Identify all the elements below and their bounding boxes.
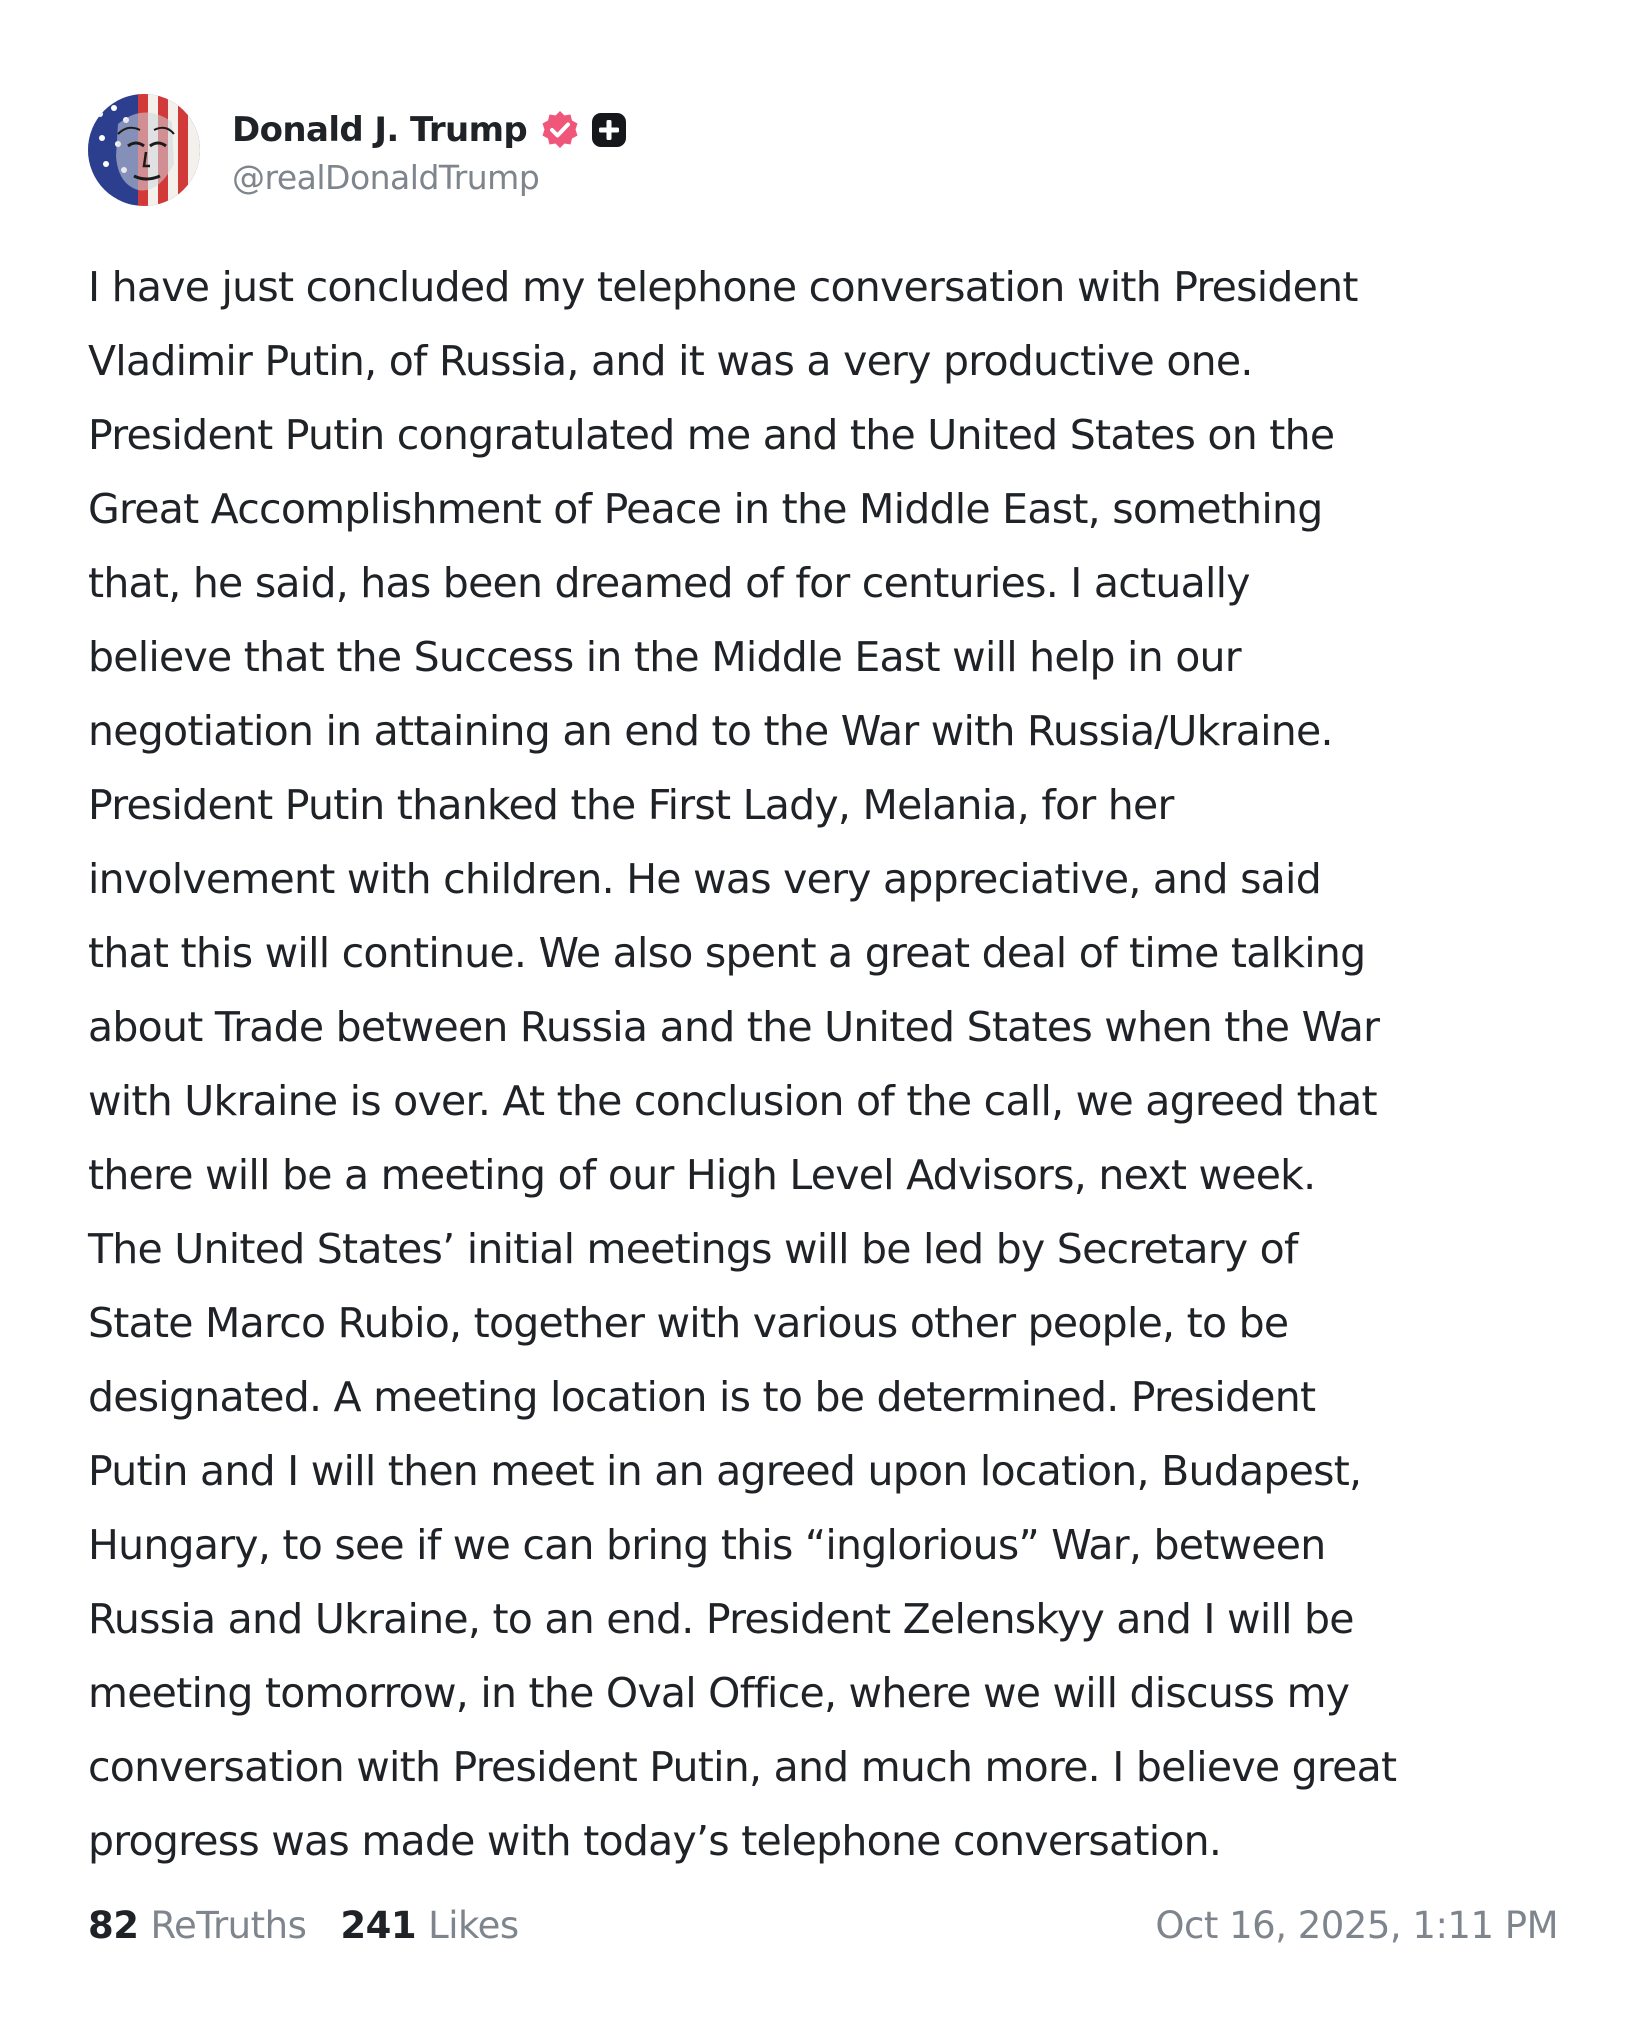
profile-photo — [88, 94, 200, 206]
retruths-stat[interactable] — [88, 1904, 306, 1947]
likes-label: Likes — [428, 1904, 519, 1947]
likes-stat[interactable] — [340, 1904, 518, 1947]
post-timestamp[interactable]: Oct 16, 2025, 1:11 PM — [1155, 1904, 1558, 1947]
post-footer — [88, 1904, 1558, 1947]
post-body: I have just concluded my telephone conversation with President Vladimir Putin, of Russia, and it was a very productive one. President Putin congratulated me and the United States on the Great Accomplishment of Peace in the Middle East, something that, he said, has been dreamed of for centuries. I actually believe that the Success in the Middle East will help in our negotiation in attaining an end to the War with Russia/Ukraine. President Putin thanked the First Lady, Melania, for her involvement with children. He was very appreciative, and said that this will continue. We also spent a great deal of time talking about Trade between Russia and the United States when the War with Ukraine is over. At the conclusion of the call, we agreed that there will be a meeting of our High Level Advisors, next week. The United States’ initial meetings will be led by Secretary of State Marco Rubio, together with various other people, to be designated. A meeting location is to be determined. President Putin and I will then meet in an agreed upon location, Budapest, Hungary, to see if we can bring this “inglorious” War, between Russia and Ukraine, to an end. President Zelenskyy and I will be meeting tomorrow, in the Oval Office, where we will discuss my conversation with President Putin, and much more. I believe great progress was made with today’s telephone conversation. — [88, 263, 1397, 1865]
verified-badge-icon — [539, 109, 581, 151]
name-row — [232, 104, 629, 156]
retruths-count: 82 — [88, 1904, 139, 1947]
retruths-label: ReTruths — [150, 1904, 307, 1947]
likes-count: 241 — [340, 1904, 417, 1947]
author-identity — [232, 104, 629, 197]
truth-post — [88, 92, 1568, 1878]
post-header — [88, 92, 1568, 208]
avatar[interactable] — [88, 94, 200, 206]
author-name[interactable]: Donald J. Trump — [232, 109, 528, 150]
plus-badge-icon — [589, 110, 629, 150]
author-handle[interactable]: @realDonaldTrump — [232, 157, 540, 197]
